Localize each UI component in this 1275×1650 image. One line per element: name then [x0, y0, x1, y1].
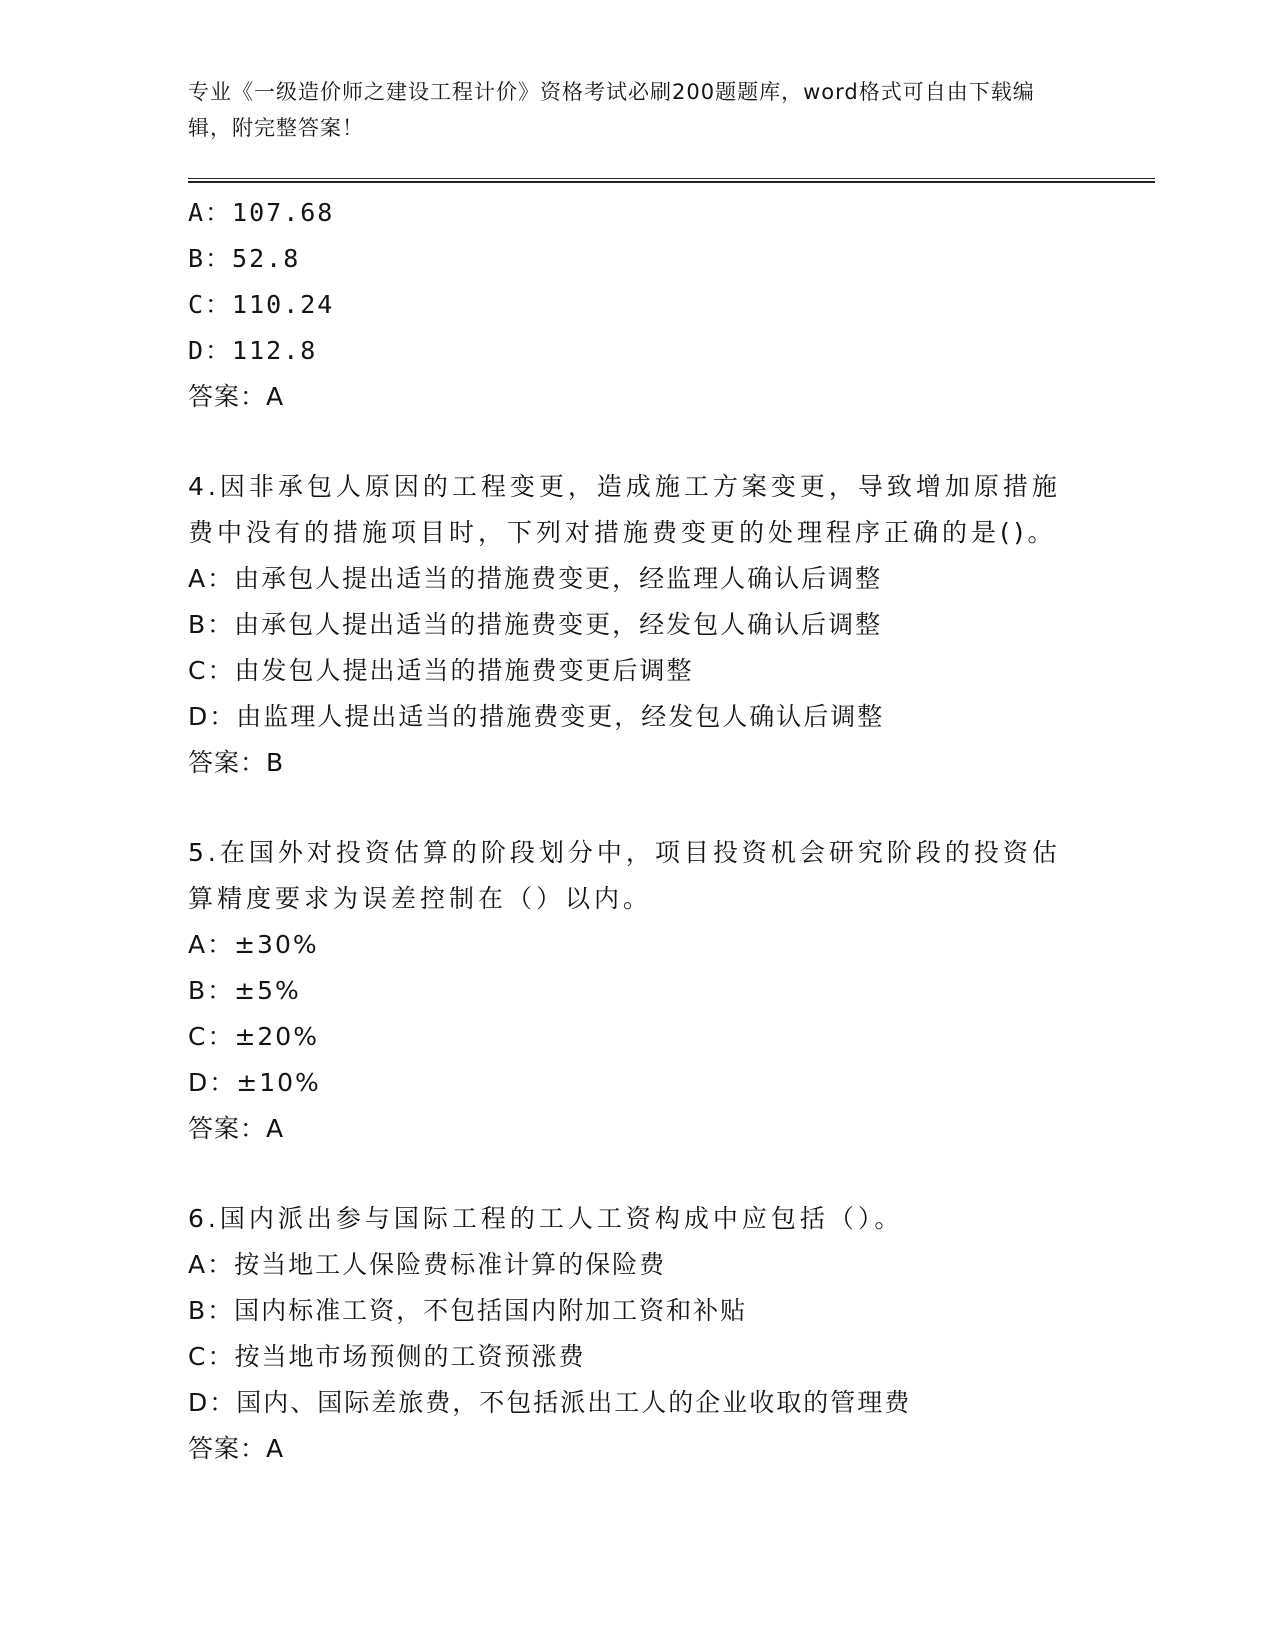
option-d: D：±10% — [188, 1068, 321, 1097]
option-b: B：±5% — [188, 976, 301, 1005]
answer-line: 答案：A — [188, 1434, 285, 1463]
option-a: A：107.68 — [188, 198, 335, 227]
option-a: A：按当地工人保险费标准计算的保险费 — [188, 1250, 667, 1279]
option-d: D：国内、国际差旅费，不包括派出工人的企业收取的管理费 — [188, 1388, 912, 1417]
option-b: B：国内标准工资，不包括国内附加工资和补贴 — [188, 1296, 748, 1325]
option-d: D：由监理人提出适当的措施费变更，经发包人确认后调整 — [188, 702, 885, 731]
question-text: 4.因非承包人原因的工程变更，造成施工方案变更，导致增加原措施费中没有的措施项目时，下列对措施费变更的处理程序正确的是()。 — [188, 472, 1061, 547]
header-divider-thin — [188, 178, 1155, 179]
answer-line: 答案：A — [188, 382, 285, 411]
option-b: B：由承包人提出适当的措施费变更，经发包人确认后调整 — [188, 610, 883, 639]
question-6 — [188, 1196, 1088, 1472]
option-a: A：由承包人提出适当的措施费变更，经监理人确认后调整 — [188, 564, 883, 593]
question-text: 6.国内派出参与国际工程的工人工资构成中应包括（）。 — [188, 1204, 904, 1233]
option-a: A：±30% — [188, 930, 319, 959]
question-text: 5.在国外对投资估算的阶段划分中，项目投资机会研究阶段的投资估算精度要求为误差控制在（）以内。 — [188, 838, 1061, 913]
option-b: B：52.8 — [188, 244, 301, 273]
question-list — [188, 190, 1088, 1516]
question-3-continued — [188, 190, 1088, 420]
option-d: D：112.8 — [188, 336, 318, 365]
answer-line: 答案：B — [188, 748, 285, 777]
header-divider-thick — [188, 181, 1155, 183]
option-c: C：110.24 — [188, 290, 335, 319]
option-c: C：±20% — [188, 1022, 319, 1051]
question-5 — [188, 830, 1088, 1152]
question-4 — [188, 464, 1088, 786]
option-c: C：由发包人提出适当的措施费变更后调整 — [188, 656, 694, 685]
document-header: 专业《一级造价师之建设工程计价》资格考试必刷200题题库，word格式可自由下载编辑，附完整答案！ — [188, 80, 1035, 140]
option-c: C：按当地市场预侧的工资预涨费 — [188, 1342, 586, 1371]
answer-line: 答案：A — [188, 1114, 285, 1143]
